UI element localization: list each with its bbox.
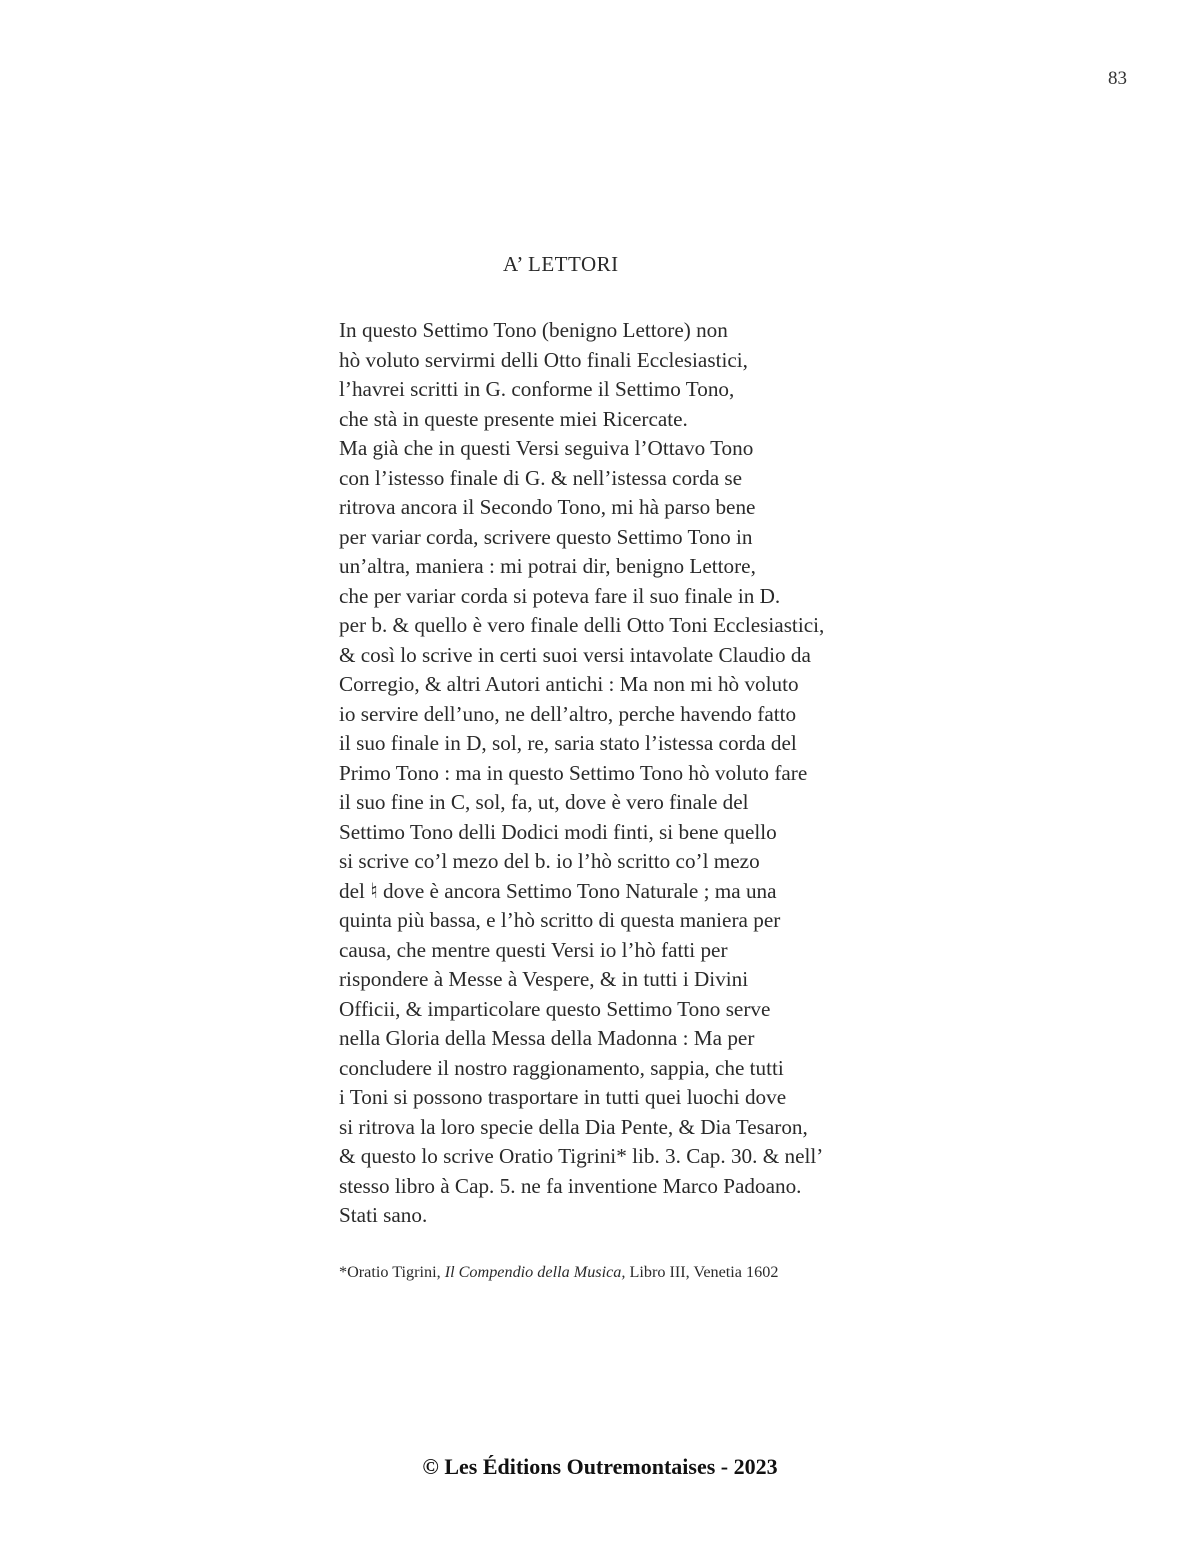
body-text [339,316,899,1231]
body-line: per b. & quello è vero finale delli Otto Toni Ecclesiastici, [339,613,825,637]
page-number: 83 [1108,68,1127,89]
body-line: Settimo Tono delli Dodici modi finti, si bene quello [339,819,777,844]
body-line: stesso libro à Cap. 5. ne fa inventione Marco Padoano. [339,1173,802,1198]
footnote [339,1263,778,1282]
body-line: il suo finale in D, sol, re, saria stato l’istessa corda del [339,731,797,755]
body-line: hò voluto servirmi delli Otto finali Ecclesiastici, [339,347,748,372]
copyright-notice: © Les Éditions Outremontaises - 2023 [422,1454,778,1479]
body-line: rispondere à Messe à Vespere, & in tutti i Divini [339,967,749,991]
body-line: Ma già che in questi Versi seguiva l’Ottavo Tono [339,436,754,460]
body-line: del ♮ dove è ancora Settimo Tono Naturale ; ma una [339,878,777,903]
body-line: io servire dell’uno, ne dell’altro, perche havendo fatto [339,701,797,726]
body-line: concludere il nostro raggionamento, sappia, che tutti [339,1055,784,1080]
body-line: che per variar corda si poteva fare il suo finale in D. [339,583,781,608]
body-line: Primo Tono : ma in questo Settimo Tono hò voluto fare [339,760,808,785]
body-line: nella Gloria della Messa della Madonna : Ma per [339,1026,755,1050]
footnote-prefix: *Oratio Tigrini, [339,1263,445,1281]
body-line: & questo lo scrive Oratio Tigrini* lib. 3. Cap. 30. & nell’ [339,1144,824,1168]
body-line: che stà in queste presente miei Ricercate. [339,406,688,431]
footnote-suffix: Libro III, Venetia 1602 [625,1263,779,1281]
page-title: A’ LETTORI [503,252,619,276]
body-line: ritrova ancora il Secondo Tono, mi hà parso bene [339,495,756,519]
body-line: l’havrei scritti in G. conforme il Settimo Tono, [339,377,735,401]
body-line: quinta più bassa, e l’hò scritto di questa maniera per [339,908,781,932]
body-line: Stati sano. [339,1203,428,1227]
body-line: & così lo scrive in certi suoi versi intavolate Claudio da [339,642,811,667]
body-line: si ritrova la loro specie della Dia Pente, & Dia Tesaron, [339,1114,808,1139]
body-line: un’altra, maniera : mi potrai dir, benigno Lettore, [339,554,756,578]
body-line: si scrive co’l mezo del b. io l’hò scritto co’l mezo [339,849,760,873]
body-line: In questo Settimo Tono (benigno Lettore) non [339,318,728,342]
body-line: Officii, & imparticolare questo Settimo Tono serve [339,996,771,1021]
body-line: Corregio, & altri Autori antichi : Ma non mi hò voluto [339,672,799,696]
body-line: causa, che mentre questi Versi io l’hò fatti per [339,937,728,962]
body-line: con l’istesso finale di G. & nell’istessa corda se [339,465,743,490]
body-line: per variar corda, scrivere questo Settimo Tono in [339,524,753,549]
body-line: il suo fine in C, sol, fa, ut, dove è vero finale del [339,790,749,814]
body-line: i Toni si possono trasportare in tutti quei luochi dove [339,1085,787,1109]
footnote-book-title: Il Compendio della Musica, [444,1263,626,1281]
